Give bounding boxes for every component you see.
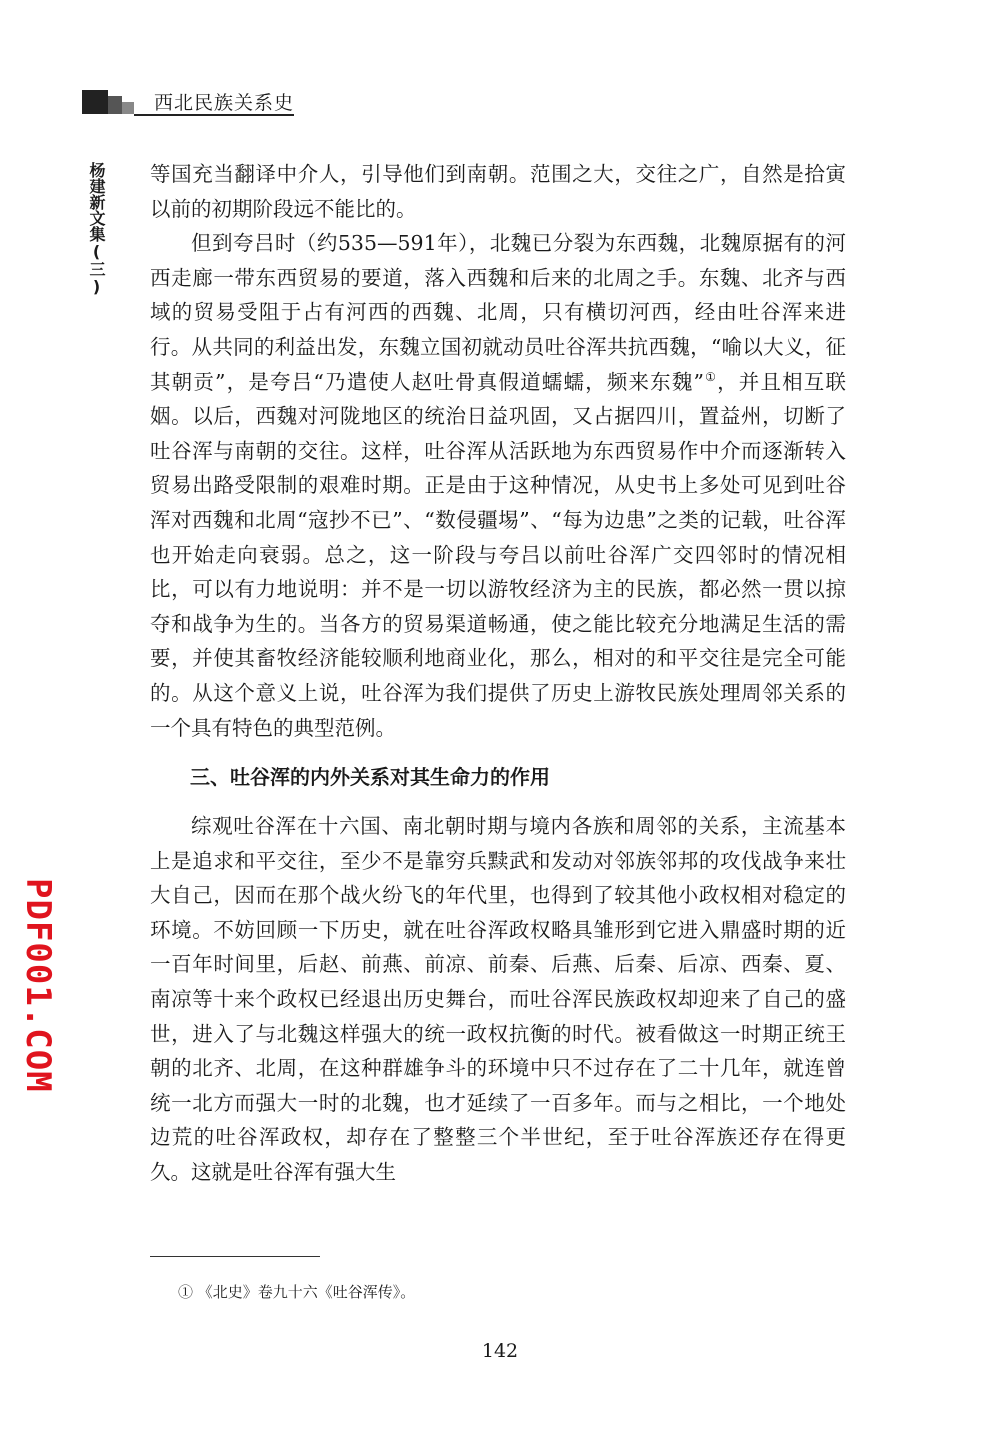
paragraph: 综观吐谷浑在十六国、南北朝时期与境内各族和周邻的关系，主流基本上是追求和平交往，至少不是靠穷兵黩武和发动对邻族邻邦的攻伐战争来壮大自己，因而在那个战火纷飞的年代里，也得到了较其他小政权相对稳定的环境。不妨回顾一下历史，就在吐谷浑政权略具雏形到它进入鼎盛时期的近一百年时间里，后赵、前燕、前凉、前秦、后燕、后秦、后凉、西秦、夏、南凉等十来个政权已经退出历史舞台，而吐谷浑民族政权却迎来了自己的盛世，进入了与北魏这样强大的统一政权抗衡的时代。被看做这一时期正统王朝的北齐、北周，在这种群雄争斗的环境中只不过存在了二十几年，就连曾统一北方而强大一时的北魏，也才延续了一百多年。而与之相比，一个地处边荒的吐谷浑政权，却存在了整整三个半世纪，至于吐谷浑族还存在得更久。这就是吐谷浑有强大生 — [150, 814, 846, 1185]
paragraph-text: ，并且相互联姻。以后，西魏对河陇地区的统治日益巩固，又占据四川，置益州，切断了吐谷浑与南朝的交往。这样，吐谷浑从活跃地为东西贸易作中介而逐渐转入贸易出路受限制的艰难时期。正是由于这种情况，从史书上多处可见到吐谷浑对西魏和北周“寇抄不已”、“数侵疆埸”、“每为边患”之类的记载，吐谷浑也开始走向衰弱。总之，这一阶段与夸吕以前吐谷浑广交四邻时的情况相比，可以有力地说明：并不是一切以游牧经济为主的民族，都必然一贯以掠夺和战争为生的。当各方的贸易渠道畅通，使之能比较充分地满足生活的需要，并使其畜牧经济能较顺利地商业化，那么，相对的和平交往是完全可能的。从这个意义上说，吐谷浑为我们提供了历史上游牧民族处理周邻关系的一个具有特色的典型范例。 — [150, 369, 846, 740]
watermark: PDF001.COM — [18, 878, 58, 1093]
page-number: 142 — [481, 1340, 519, 1362]
footnote-rule — [150, 1256, 320, 1257]
paragraph: 等国充当翻译中介人，引导他们到南朝。范围之大，交往之广，自然是拾寅以前的初期阶段远不能比的。 — [150, 162, 846, 221]
main-text — [150, 157, 846, 1190]
header-decor-block — [82, 90, 108, 114]
running-title: 西北民族关系史 — [154, 92, 295, 114]
header-decor-block — [108, 96, 122, 114]
header-decor-block — [122, 102, 134, 114]
footnote-ref[interactable]: ① — [704, 369, 718, 384]
side-series-title: 杨建新文集(三) — [87, 162, 106, 296]
paragraph — [150, 226, 846, 745]
paragraph-text: 但到夸吕时（约535—591年），北魏已分裂为东西魏，北魏原据有的河西走廊一带东西贸易的要道，落入西魏和后来的北周之手。东魏、北齐与西域的贸易受阻于占有河西的西魏、北周，只有横切河西，经由吐谷浑来进行。从共同的利益出发，东魏立国初就动员吐谷浑共抗西魏，“喻以大义，征其朝贡”，是夸吕“乃遣使人赵吐骨真假道蠕蠕，频来东魏” — [150, 231, 846, 394]
running-header — [82, 86, 294, 118]
section-heading: 三、吐谷浑的内外关系对其生命力的作用 — [190, 765, 550, 790]
footnote: ① 《北史》卷九十六《吐谷浑传》。 — [178, 1283, 416, 1301]
header-rule — [134, 114, 294, 116]
